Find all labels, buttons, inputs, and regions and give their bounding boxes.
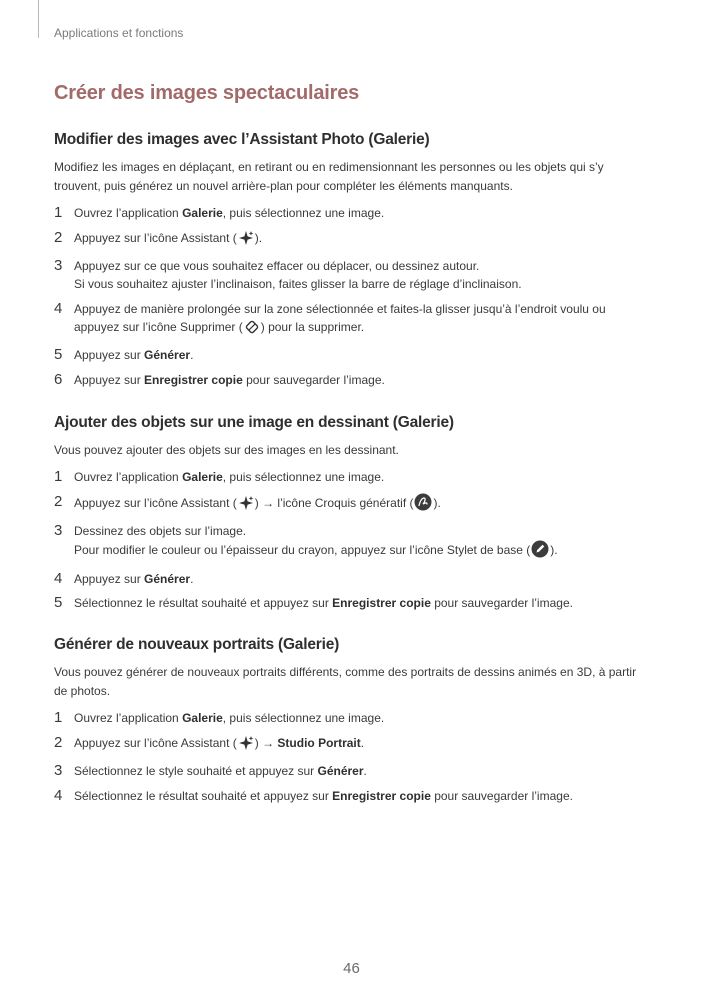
pen-icon <box>531 540 549 563</box>
sparkle-icon <box>238 230 254 251</box>
running-header: Applications et fonctions <box>54 26 184 40</box>
step-4: 4 Appuyez de manière prolongée sur la zone sélectionnée et faites-la glisser jusqu’à l’endroit voulu ou appuyez sur l’icône Supprimer ( ) pour la supprimer. <box>54 300 649 340</box>
step-4: 4 Appuyez sur Générer. <box>54 569 194 587</box>
eraser-icon <box>244 319 260 340</box>
step-3: 3 Sélectionnez le style souhaité et appuyez sur Générer. <box>54 762 367 780</box>
step-5: 5 Sélectionnez le résultat souhaité et appuyez sur Enregistrer copie pour sauvegarder l’image. <box>54 594 573 612</box>
header-rule <box>38 0 39 38</box>
generative-sketch-icon <box>414 493 432 516</box>
step-4: 4 Sélectionnez le résultat souhaité et appuyez sur Enregistrer copie pour sauvegarder l’image. <box>54 786 573 804</box>
section-photo-assist <box>54 131 649 396</box>
page-number: 46 <box>343 960 360 977</box>
step-2: 2 Appuyez sur l’icône Assistant ( ) → l’icône Croquis génératif ( ). <box>54 493 649 516</box>
step-6: 6 Appuyez sur Enregistrer copie pour sauvegarder l’image. <box>54 370 385 388</box>
page-title: Créer des images spectaculaires <box>54 82 360 104</box>
steps-list <box>54 204 649 389</box>
step-1: 1 Ouvrez l’application Galerie, puis sélectionnez une image. <box>54 709 385 726</box>
section-intro: Vous pouvez générer de nouveaux portraits différents, comme des portraits de dessins animés en 3D, à partir de photos. <box>54 665 637 698</box>
sparkle-icon <box>238 495 254 516</box>
section-intro: Modifiez les images en déplaçant, en retirant ou en redimensionnant les personnes ou les objets qui s’y trouvent, puis générez un nouvel arrière-plan pour compléter les éléments manquants. <box>54 160 604 193</box>
step-1: 1 Ouvrez l’application Galerie, puis sélectionnez une image. <box>54 204 385 221</box>
section-title: Générer de nouveaux portraits (Galerie) <box>54 636 340 653</box>
section-portrait <box>54 636 649 811</box>
steps-list <box>54 468 649 612</box>
step-5: 5 Appuyez sur Générer. <box>54 346 194 364</box>
step-3: 3 Dessinez des objets sur l’image. Pour modifier le couleur ou l’épaisseur du crayon, appuyez sur l’icône Stylet de base ( ). <box>54 522 649 563</box>
steps-list <box>54 709 649 805</box>
step-3: 3 Appuyez sur ce que vous souhaitez effacer ou déplacer, ou dessinez autour. Si vous souhaitez ajuster l’inclinaison, faites glisser la barre de réglage d’inclinaison. <box>54 257 522 292</box>
section-title: Modifier des images avec l’Assistant Photo (Galerie) <box>54 131 430 148</box>
section-sketch <box>54 414 649 619</box>
step-2: 2 Appuyez sur l’icône Assistant ( ). <box>54 229 649 251</box>
step-1: 1 Ouvrez l’application Galerie, puis sélectionnez une image. <box>54 468 385 485</box>
sparkle-icon <box>238 735 254 756</box>
step-2: 2 Appuyez sur l’icône Assistant ( ) → Studio Portrait. <box>54 734 649 756</box>
section-title: Ajouter des objets sur une image en dessinant (Galerie) <box>54 414 454 431</box>
section-intro: Vous pouvez ajouter des objets sur des images en les dessinant. <box>54 443 399 457</box>
